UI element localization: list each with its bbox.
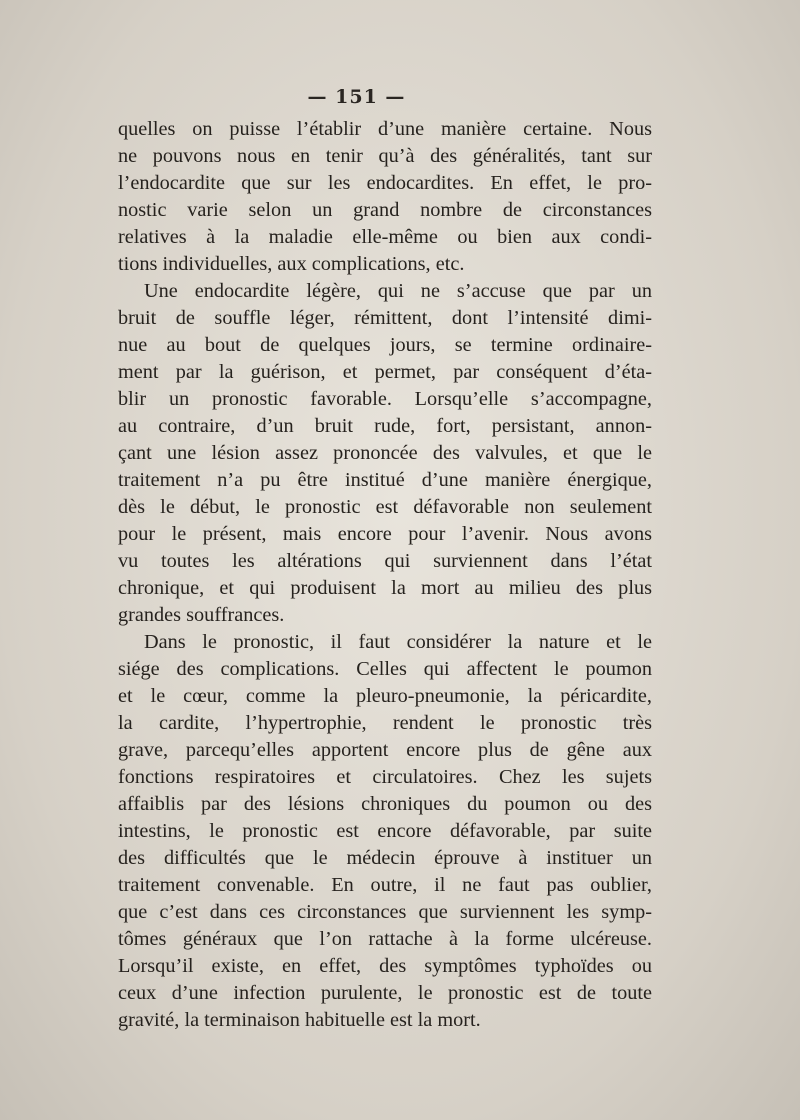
text-line: au contraire, d’un bruit rude, fort, persistant, annon- [118,415,652,437]
text-line: pour le présent, mais encore pour l’avenir. Nous avons [118,523,652,545]
text-line: grave, parcequ’elles apportent encore plus de gêne aux [118,739,652,761]
text-line: tions individuelles, aux complications, etc. [118,253,465,275]
text-line: nostic varie selon un grand nombre de circonstances [118,199,652,221]
text-line: traitement n’a pu être institué d’une manière énergique, [118,469,652,491]
text-line: siége des complications. Celles qui affectent le poumon [118,658,652,680]
text-line: ceux d’une infection purulente, le pronostic est de toute [118,982,652,1004]
text-line: nue au bout de quelques jours, se termine ordinaire- [118,334,652,356]
text-line: dès le début, le pronostic est défavorable non seulement [118,496,652,518]
text-line: quelles on puisse l’établir d’une manière certaine. Nous [118,118,652,140]
text-line: intestins, le pronostic est encore défavorable, par suite [118,820,652,842]
text-line: grandes souffrances. [118,604,285,626]
text-line: affaiblis par des lésions chroniques du poumon ou des [118,793,652,815]
text-line: vu toutes les altérations qui surviennent dans l’état [118,550,652,572]
text-line: ment par la guérison, et permet, par conséquent d’éta- [118,361,652,383]
text-line: blir un pronostic favorable. Lorsqu’elle s’accompagne, [118,388,652,410]
page-number: — 151 — [307,86,406,108]
text-line: gravité, la terminaison habituelle est la mort. [118,1009,481,1031]
text-line: Lorsqu’il existe, en effet, des symptômes typhoïdes ou [118,955,652,977]
text-line: chronique, et qui produisent la mort au milieu des plus [118,577,652,599]
text-line: relatives à la maladie elle-même ou bien aux condi- [118,226,652,248]
text-line: Dans le pronostic, il faut considérer la nature et le [144,631,652,653]
text-line: et le cœur, comme la pleuro-pneumonie, la péricardite, [118,685,652,707]
text-line: l’endocardite que sur les endocardites. En effet, le pro- [118,172,652,194]
text-line: fonctions respiratoires et circulatoires. Chez les sujets [118,766,652,788]
text-line: la cardite, l’hypertrophie, rendent le pronostic très [118,712,652,734]
text-line: çant une lésion assez prononcée des valvules, et que le [118,442,652,464]
text-line: que c’est dans ces circonstances que surviennent les symp- [118,901,652,923]
text-line: des difficultés que le médecin éprouve à instituer un [118,847,652,869]
text-line: traitement convenable. En outre, il ne faut pas oublier, [118,874,652,896]
text-line: tômes généraux que l’on rattache à la forme ulcéreuse. [118,928,652,950]
text-line: ne pouvons nous en tenir qu’à des généralités, tant sur [118,145,652,167]
text-line: bruit de souffle léger, rémittent, dont l’intensité dimi- [118,307,652,329]
body-text [118,116,652,1034]
text-line: Une endocardite légère, qui ne s’accuse que par un [144,280,652,302]
